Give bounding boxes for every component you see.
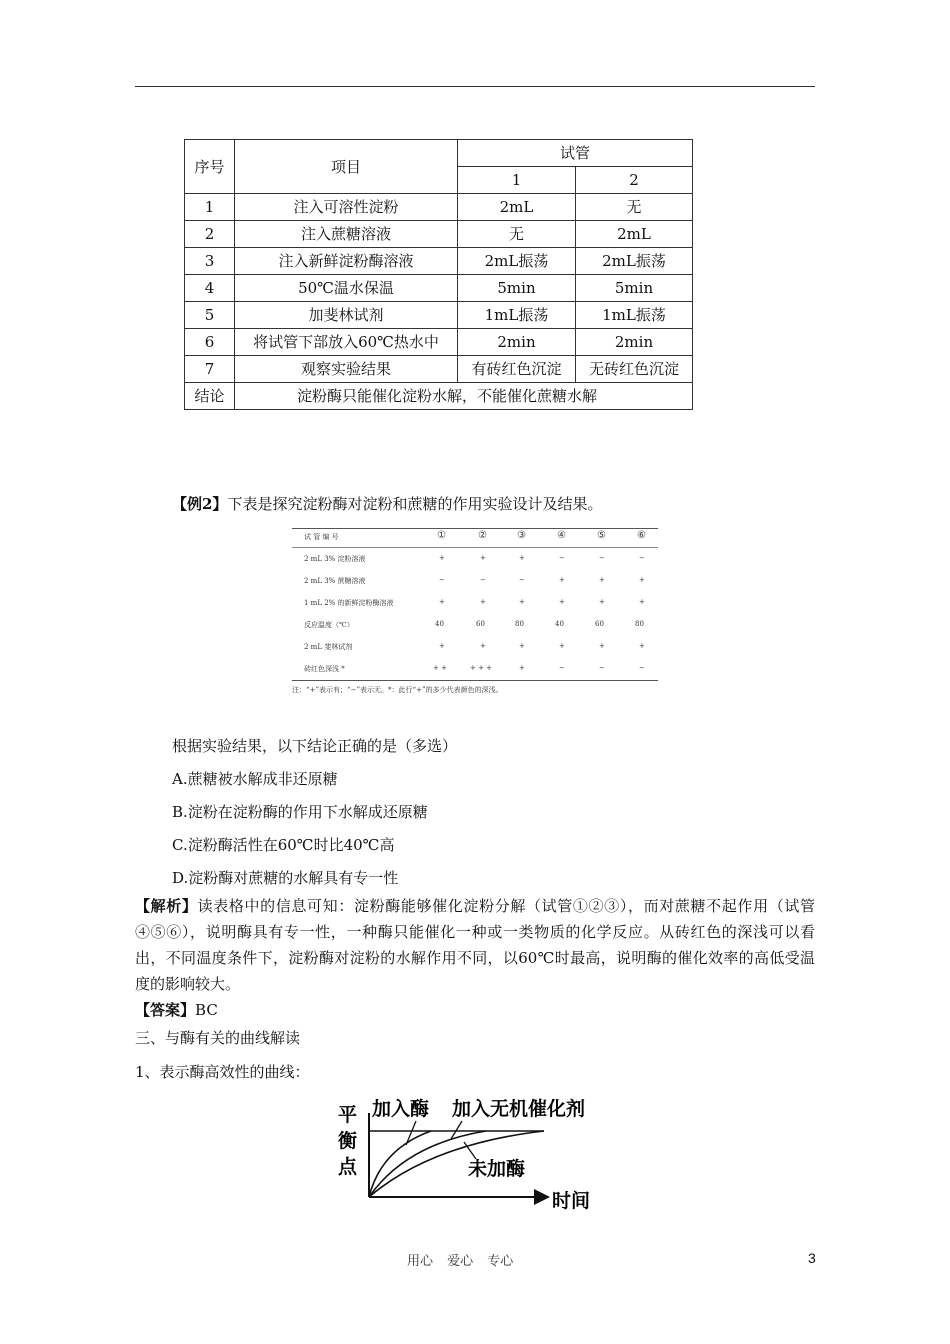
y-label-char: 衡 [338, 1130, 358, 1152]
table-row [292, 618, 658, 636]
cell: 40 [435, 620, 444, 628]
answer-text: BC [195, 1001, 218, 1019]
answer-tag: 【答案】 [135, 1001, 196, 1019]
cell-tube2: 2mL振荡 [576, 248, 693, 275]
item-1-text: 1、表示酶高效性的曲线： [135, 1063, 310, 1081]
table-row [185, 329, 693, 356]
analysis-text: 读表格中的信息可知：淀粉酶能够催化淀粉分解（试管①②③），而对蔗糖不起作用（试管④⑤⑥），说明酶具有专一性，一种酶只能催化一种或一类物质的化学反应。从砖红色的深浅可以看出，不同温度条件下，淀粉酶对淀粉的水解作用不同，以60℃时最高，说明酶的催化效率的高低受温度的影响较大。 [135, 897, 815, 993]
cell: + [519, 598, 525, 606]
cell: − [639, 554, 645, 562]
cell: + [559, 642, 565, 650]
cell: − [599, 664, 605, 672]
cell-item: 注入新鲜淀粉酶溶液 [235, 248, 458, 275]
table-header-row [292, 530, 658, 548]
option-c: C.淀粉酶活性在60℃时比40℃高 [172, 836, 395, 854]
cell: + [599, 642, 605, 650]
header-item: 项目 [235, 140, 458, 194]
footer-text: 用心 爱心 专心 [407, 1254, 514, 1269]
example-2-heading [172, 493, 602, 514]
table-row [185, 275, 693, 302]
cell: + [639, 598, 645, 606]
cell-seq: 7 [185, 356, 235, 383]
option-b: B.淀粉在淀粉酶的作用下水解成还原糖 [172, 803, 428, 821]
cell: − [480, 576, 486, 584]
y-label-char: 平 [338, 1104, 358, 1126]
cell: 60 [595, 620, 604, 628]
analysis-tag: 【解析】 [135, 897, 198, 915]
cell-tube2: 无砖红色沉淀 [576, 356, 693, 383]
cell: − [519, 576, 525, 584]
y-label-char: 点 [338, 1156, 358, 1178]
conclusion-label: 结论 [185, 383, 235, 410]
table-note: 注：“+”表示有；“−”表示无。*：此行“+”的多少代表颜色的深浅。 [292, 686, 503, 694]
cell: + [599, 576, 605, 584]
cell: + [439, 642, 445, 650]
row-label: 2 mL 3% 蔗糖溶液 [304, 577, 366, 585]
col-header: ④ [557, 530, 566, 541]
experiment-table [184, 139, 693, 410]
cell: + + + [470, 664, 493, 672]
row-label: 反应温度（℃） [304, 621, 354, 629]
header-seq: 序号 [185, 140, 235, 194]
header-tube-2: 2 [576, 167, 693, 194]
col-header: ① [437, 530, 446, 541]
example-2-tag: 【例2】 [172, 495, 228, 513]
leader-enzyme [406, 1121, 416, 1145]
cell-tube1: 2min [458, 329, 576, 356]
table-row [292, 552, 658, 570]
table-header-row [185, 140, 693, 167]
cell-item: 注入蔗糖溶液 [235, 221, 458, 248]
cell-tube2: 2min [576, 329, 693, 356]
cell-tube2: 1mL振荡 [576, 302, 693, 329]
cell: + [480, 554, 486, 562]
cell-seq: 1 [185, 194, 235, 221]
table-row [185, 302, 693, 329]
cell-seq: 6 [185, 329, 235, 356]
cell: + [519, 554, 525, 562]
header-tubes: 试管 [458, 140, 693, 167]
cell-seq: 3 [185, 248, 235, 275]
cell-item: 观察实验结果 [235, 356, 458, 383]
table-rule [292, 528, 658, 529]
cell: + [519, 664, 525, 672]
cell-tube1: 2mL振荡 [458, 248, 576, 275]
cell-tube1: 1mL振荡 [458, 302, 576, 329]
cell: − [559, 664, 565, 672]
cell-item: 注入可溶性淀粉 [235, 194, 458, 221]
table-rule [292, 547, 658, 548]
table-row [185, 356, 693, 383]
cell-item: 50℃温水保温 [235, 275, 458, 302]
label-no-enzyme: 未加酶 [468, 1158, 526, 1180]
table-row [292, 640, 658, 658]
cell: + [639, 576, 645, 584]
cell-item: 加斐林试剂 [235, 302, 458, 329]
cell: − [559, 554, 565, 562]
example-2-text: 下表是探究淀粉酶对淀粉和蔗糖的作用实验设计及结果。 [227, 495, 603, 513]
cell-tube1: 有砖红色沉淀 [458, 356, 576, 383]
row-label: 2 mL 3% 淀粉溶液 [304, 555, 366, 563]
cell-seq: 5 [185, 302, 235, 329]
conclusion-row [185, 383, 693, 410]
conclusion-text: 淀粉酶只能催化淀粉水解，不能催化蔗糖水解 [235, 383, 693, 410]
table-rule [292, 680, 658, 681]
question-stem: 根据实验结果，以下结论正确的是（多选） [172, 737, 458, 755]
cell: + [439, 598, 445, 606]
cell: − [639, 664, 645, 672]
cell: + [639, 642, 645, 650]
cell-tube1: 5min [458, 275, 576, 302]
cell: + [599, 598, 605, 606]
table-row [292, 574, 658, 592]
row-label: 2 mL 斐林试剂 [304, 643, 353, 651]
cell-seq: 4 [185, 275, 235, 302]
option-d: D.淀粉酶对蔗糖的水解具有专一性 [172, 869, 399, 887]
cell-seq: 2 [185, 221, 235, 248]
cell: − [599, 554, 605, 562]
cell: − [439, 576, 445, 584]
cell-tube1: 2mL [458, 194, 576, 221]
cell-item: 将试管下部放入60℃热水中 [235, 329, 458, 356]
analysis-paragraph [135, 893, 815, 997]
row-label: 砖红色深浅 * [304, 665, 345, 673]
result-table-image [292, 528, 658, 698]
cell: + + [433, 664, 447, 672]
table-row [292, 662, 658, 680]
cell: + [559, 598, 565, 606]
cell-tube2: 无 [576, 194, 693, 221]
cell: 80 [515, 620, 524, 628]
cell: + [480, 598, 486, 606]
label-enzyme: 加入酶 [372, 1098, 430, 1120]
col-header: ⑤ [597, 530, 606, 541]
table-row [185, 194, 693, 221]
row-label: 1 mL 2% 的新鲜淀粉酶溶液 [304, 599, 394, 607]
cell: + [439, 554, 445, 562]
cell: 80 [635, 620, 644, 628]
cell-tube2: 2mL [576, 221, 693, 248]
col-header: ② [478, 530, 487, 541]
header-tube-1: 1 [458, 167, 576, 194]
cell-tube2: 5min [576, 275, 693, 302]
cell: 40 [555, 620, 564, 628]
col-header: ⑥ [637, 530, 646, 541]
col-header: ③ [517, 530, 526, 541]
page-number: 3 [808, 1250, 816, 1266]
x-label: 时间 [552, 1190, 591, 1212]
table-row [185, 221, 693, 248]
table-row [292, 596, 658, 614]
header-rule [135, 86, 815, 87]
cell: 60 [476, 620, 485, 628]
cell: + [480, 642, 486, 650]
answer-line [135, 997, 815, 1023]
cell: + [559, 576, 565, 584]
label-inorganic-catalyst: 加入无机催化剂 [452, 1098, 586, 1120]
cell-tube1: 无 [458, 221, 576, 248]
cell: + [519, 642, 525, 650]
enzyme-efficiency-figure [336, 1089, 606, 1219]
option-a: A.蔗糖被水解成非还原糖 [172, 770, 338, 788]
table-row [185, 248, 693, 275]
header-label: 试 管 编 号 [304, 533, 339, 541]
section-3-heading: 三、与酶有关的曲线解读 [135, 1029, 301, 1047]
